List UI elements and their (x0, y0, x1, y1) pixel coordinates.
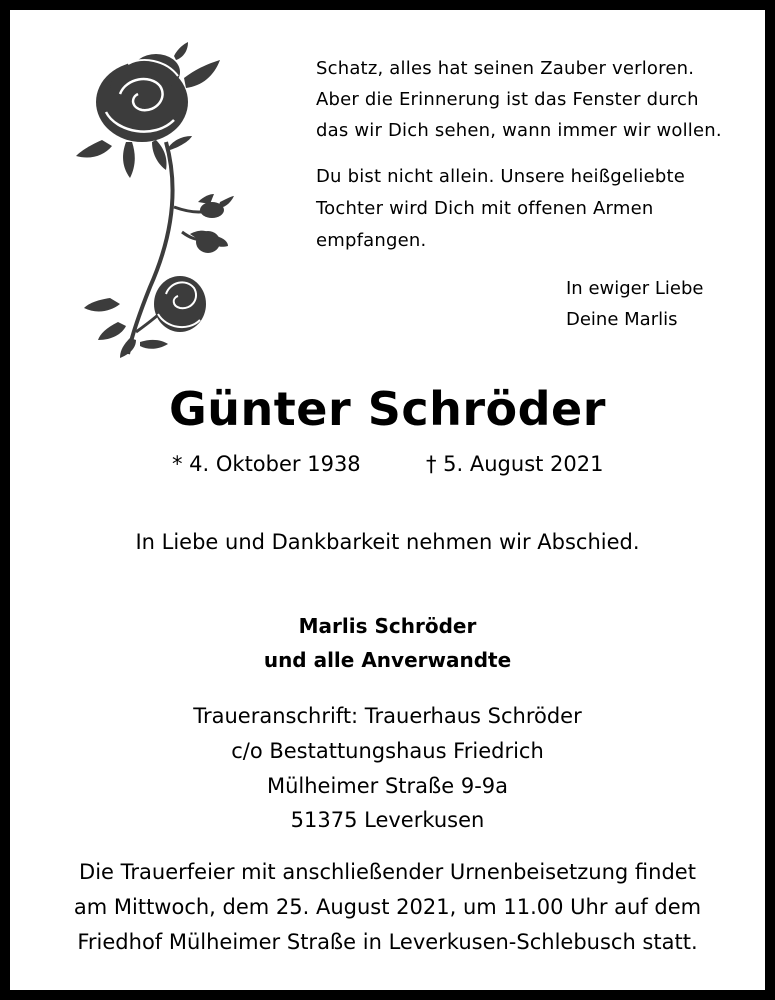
ceremony-line: Friedhof Mülheimer Straße in Leverkusen-Schlebusch statt. (77, 930, 698, 954)
address-line: Mülheimer Straße 9-9a (266, 774, 509, 798)
rose-icon (70, 42, 240, 362)
poem-line: empfangen. (316, 230, 427, 251)
poem-signature-line: Deine Marlis (566, 309, 678, 330)
poem-line: Du bist nicht allein. Unsere heißgeliebte (316, 166, 686, 187)
poem-line: Aber die Erinnerung ist das Fenster durch (316, 89, 699, 110)
poem-line: das wir Dich sehen, wann immer wir wollen. (316, 120, 722, 141)
farewell-text: In Liebe und Dankbarkeit nehmen wir Abschied. (135, 530, 640, 554)
address-line: Traueranschrift: Trauerhaus Schröder (193, 704, 582, 728)
poem-signature-line: In ewiger Liebe (566, 278, 704, 299)
mourner-line: Marlis Schröder (298, 614, 477, 638)
address-line: c/o Bestattungshaus Friedrich (231, 739, 544, 763)
ceremony-line: Die Trauerfeier mit anschließender Urnenbeisetzung findet (79, 860, 696, 884)
poem-line: Tochter wird Dich mit offenen Armen (316, 198, 654, 219)
deceased-name: Günter Schröder (169, 382, 606, 436)
mourner-line: und alle Anverwandte (263, 648, 512, 672)
ceremony-line: am Mittwoch, dem 25. August 2021, um 11.00 Uhr auf dem (73, 895, 702, 919)
poem-line: Schatz, alles hat seinen Zauber verloren. (316, 58, 695, 79)
birth-date: * 4. Oktober 1938 (172, 452, 361, 476)
address-line: 51375 Leverkusen (290, 808, 485, 832)
death-date: † 5. August 2021 (426, 452, 604, 476)
